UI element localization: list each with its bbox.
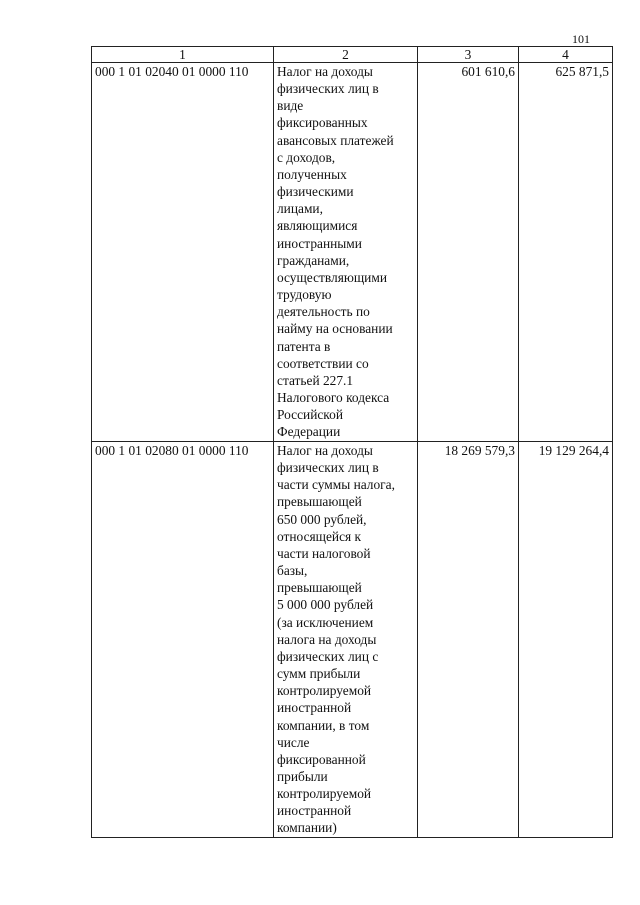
name-line: деятельность по <box>277 304 370 320</box>
budget-table <box>91 46 613 838</box>
name-line: части налоговой <box>277 545 371 561</box>
name-line: статьей 227.1 <box>277 372 354 388</box>
name-line: полученных <box>277 166 347 182</box>
name-line: относящейся к <box>277 528 362 544</box>
name-line: 5 000 000 рублей <box>277 597 374 613</box>
name-line: являющимися <box>277 218 358 234</box>
column-header-2: 2 <box>274 47 418 63</box>
name-line: превышающей <box>277 580 362 596</box>
name-line: Налогового кодекса <box>277 389 390 405</box>
name-line: авансовых платежей <box>277 132 394 148</box>
name-line: виде <box>277 98 304 114</box>
name-line: лицами, <box>277 201 323 217</box>
name-line: превышающей <box>277 494 362 510</box>
name-line: иностранной <box>277 803 352 819</box>
name-line: трудовую <box>277 287 332 303</box>
table-row <box>92 63 613 442</box>
name-line: физических лиц с <box>277 648 379 664</box>
name-line: числе <box>277 734 310 750</box>
name-line: прибыли <box>277 768 328 784</box>
revenue-name-cell <box>274 63 418 442</box>
name-line: найму на основании <box>277 321 393 337</box>
column-header-4: 4 <box>519 47 613 63</box>
name-line: 650 000 рублей, <box>277 511 367 527</box>
name-line: части суммы налога, <box>277 477 395 493</box>
name-line: контролируемой <box>277 786 372 802</box>
name-line: физических лиц в <box>277 81 379 97</box>
amount-col3-cell: 18 269 579,3 <box>418 442 519 838</box>
name-line: гражданами, <box>277 252 350 268</box>
name-line: сумм прибыли <box>277 666 361 682</box>
name-line: Федерации <box>277 424 341 440</box>
table-header-row <box>92 47 613 63</box>
name-line: налога на доходы <box>277 631 377 647</box>
name-line: физическими <box>277 184 354 200</box>
name-line: иностранными <box>277 235 362 251</box>
table-row <box>92 442 613 838</box>
name-line: Налог на доходы <box>277 443 373 458</box>
name-line: иностранной <box>277 700 352 716</box>
name-line: контролируемой <box>277 683 372 699</box>
budget-code-cell: 000 1 01 02080 01 0000 110 <box>92 442 274 838</box>
budget-code-cell: 000 1 01 02040 01 0000 110 <box>92 63 274 442</box>
name-line: компании) <box>277 820 337 836</box>
name-line: (за исключением <box>277 614 374 630</box>
name-line: фиксированных <box>277 115 368 131</box>
revenue-name-cell <box>274 442 418 838</box>
name-line: физических лиц в <box>277 460 379 476</box>
name-line: соответствии со <box>277 355 369 371</box>
name-line: осуществляющими <box>277 269 387 285</box>
column-header-1: 1 <box>92 47 274 63</box>
amount-col4-cell: 19 129 264,4 <box>519 442 613 838</box>
amount-col3-cell: 601 610,6 <box>418 63 519 442</box>
column-header-3: 3 <box>418 47 519 63</box>
name-line: с доходов, <box>277 149 336 165</box>
name-line: Российской <box>277 407 343 423</box>
amount-col4-cell: 625 871,5 <box>519 63 613 442</box>
name-line: патента в <box>277 338 331 354</box>
name-line: базы, <box>277 563 308 579</box>
page-number: 101 <box>572 32 590 46</box>
name-line: компании, в том <box>277 717 370 733</box>
name-line: Налог на доходы <box>277 64 373 79</box>
name-line: фиксированной <box>277 751 366 767</box>
